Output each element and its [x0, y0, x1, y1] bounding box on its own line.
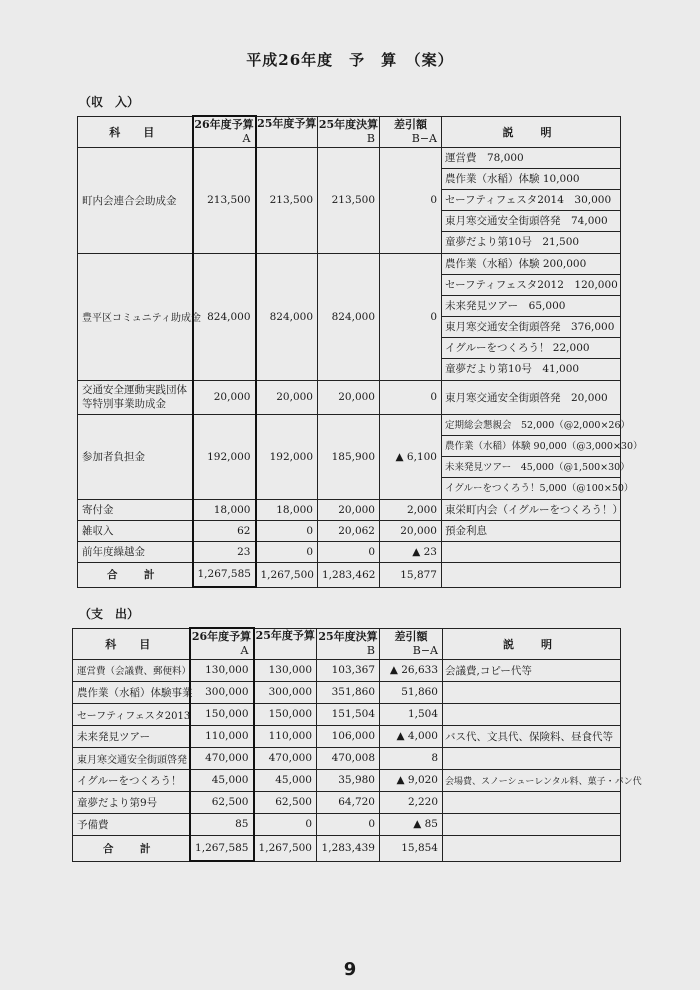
income-header-diff-title: 差引額 — [394, 117, 427, 131]
expense-item: イグルーをつくろう！ — [73, 769, 190, 791]
income-b: 213,500 — [318, 147, 380, 253]
income-b: 185,900 — [318, 414, 380, 499]
expense-row — [73, 769, 621, 791]
income-row — [78, 380, 621, 414]
expense-header-a-title: 26年度予算 — [191, 629, 252, 643]
expense-row — [73, 791, 621, 813]
expense-desc: バス代、文具代、保険料、昼食代等 — [443, 725, 621, 747]
expense-a: 150,000 — [190, 703, 254, 725]
income-header-b-sub: B — [366, 131, 375, 145]
expense-header-diff-title: 差引額 — [394, 629, 428, 643]
expense-diff: ▲ 4,000 — [380, 725, 443, 747]
income-header-a — [193, 116, 256, 147]
income-row — [78, 520, 621, 541]
income-header-b-title: 25年度決算 — [318, 117, 379, 131]
income-row — [78, 253, 621, 380]
income-diff: 2,000 — [380, 499, 442, 520]
expense-desc — [443, 747, 621, 769]
expense-row — [73, 659, 621, 681]
income-total-prev: 1,267,500 — [256, 562, 318, 587]
income-desc-line: イグルーをつくろう！5,000（@100×50） — [445, 482, 634, 494]
expense-header-desc: 説 明 — [443, 628, 621, 659]
expense-section-label: （支 出） — [79, 607, 140, 621]
income-b: 0 — [318, 541, 380, 562]
income-header-prev: 25年度予算 — [256, 116, 318, 147]
income-a: 18,000 — [193, 499, 256, 520]
income-header-diff-sub: B−A — [411, 131, 437, 145]
expense-a: 62,500 — [190, 791, 254, 813]
expense-desc — [443, 791, 621, 813]
income-item: 豊平区コミュニティ助成金 — [78, 253, 193, 380]
income-a: 213,500 — [193, 147, 256, 253]
income-prev: 213,500 — [256, 147, 318, 253]
expense-prev: 130,000 — [254, 659, 317, 681]
expense-b: 64,720 — [317, 791, 380, 813]
income-row — [78, 414, 621, 499]
expense-total-b: 1,283,439 — [317, 835, 380, 861]
income-a: 20,000 — [193, 380, 256, 414]
expense-row — [73, 725, 621, 747]
income-desc-line: 定期総会懇親会 52,000（@2,000×26） — [442, 415, 620, 436]
expense-prev: 0 — [254, 813, 317, 835]
expense-b: 106,000 — [317, 725, 380, 747]
expense-item: 運営費（会議費、郵便料） — [73, 659, 190, 681]
income-b: 824,000 — [318, 253, 380, 380]
expense-diff: 8 — [380, 747, 443, 769]
income-diff: 0 — [380, 147, 442, 253]
income-b: 20,062 — [318, 520, 380, 541]
expense-a: 110,000 — [190, 725, 254, 747]
expense-table — [72, 627, 642, 862]
expense-diff: 51,860 — [380, 681, 443, 703]
expense-item: セーフティフェスタ2013 — [73, 703, 190, 725]
income-prev: 0 — [256, 520, 318, 541]
expense-item: 未来発見ツアー — [73, 725, 190, 747]
income-header-a-title: 26年度予算 — [194, 117, 254, 131]
income-total-b: 1,283,462 — [318, 562, 380, 587]
expense-b: 103,367 — [317, 659, 380, 681]
expense-header-b — [317, 628, 380, 659]
expense-a: 300,000 — [190, 681, 254, 703]
expense-header-diff — [380, 628, 443, 659]
income-a: 23 — [193, 541, 256, 562]
income-item: 参加者負担金 — [78, 414, 193, 499]
expense-item: 童夢だより第9号 — [73, 791, 190, 813]
expense-diff: ▲ 9,020 — [380, 769, 443, 791]
expense-diff: 1,504 — [380, 703, 443, 725]
income-prev: 824,000 — [256, 253, 318, 380]
expense-prev: 470,000 — [254, 747, 317, 769]
expense-header-a — [190, 628, 254, 659]
income-diff: ▲ 6,100 — [380, 414, 442, 499]
expense-total-desc — [443, 835, 621, 861]
income-desc: 預金利息 — [442, 520, 621, 541]
income-desc-line: セーフティフェスタ2014 30,000 — [442, 190, 620, 211]
expense-item: 農作業（水稲）体験事業 — [73, 681, 190, 703]
income-desc-line: 東月寒交通安全街頭啓発 376,000 — [442, 317, 620, 338]
income-desc: 東栄町内会（イグルーをつくろう！） — [442, 499, 621, 520]
income-item: 交通安全運動実践団体等特別事業助成金 — [78, 380, 193, 414]
income-header-a-sub: A — [242, 131, 251, 145]
expense-a: 130,000 — [190, 659, 254, 681]
income-diff: ▲ 23 — [380, 541, 442, 562]
expense-prev: 45,000 — [254, 769, 317, 791]
income-desc-line: イグルーをつくろう！ 22,000 — [442, 338, 620, 359]
income-total-row — [78, 562, 621, 587]
expense-desc — [443, 813, 621, 835]
income-desc-line: セーフティフェスタ2012 120,000 — [442, 275, 620, 296]
expense-header-diff-sub: B−A — [412, 643, 438, 657]
income-b: 20,000 — [318, 499, 380, 520]
income-desc — [442, 414, 643, 499]
expense-total-diff: 15,854 — [380, 835, 443, 861]
income-desc-line: 農作業（水稲）体験 200,000 — [442, 254, 620, 275]
income-row — [78, 499, 621, 520]
expense-desc: 会場費、スノーシューレンタル料、菓子・パン代 — [443, 769, 621, 791]
income-header-item: 科 目 — [78, 116, 193, 147]
income-table — [77, 115, 643, 588]
expense-desc — [443, 703, 621, 725]
expense-row — [73, 813, 621, 835]
expense-b: 0 — [317, 813, 380, 835]
income-row — [78, 147, 621, 253]
expense-a: 45,000 — [190, 769, 254, 791]
expense-item: 予備費 — [73, 813, 190, 835]
expense-header-item: 科 目 — [73, 628, 190, 659]
income-total-label: 合 計 — [78, 562, 193, 587]
expense-diff: ▲ 85 — [380, 813, 443, 835]
expense-a: 85 — [190, 813, 254, 835]
document-title: 平成26年度 予 算 （案） — [246, 51, 454, 69]
income-a: 192,000 — [193, 414, 256, 499]
income-desc-line: 農作業（水稲）体験 90,000（@3,000×30） — [442, 436, 620, 457]
page-number: 9 — [343, 959, 357, 980]
expense-b: 470,008 — [317, 747, 380, 769]
expense-desc: 会議費,コピー代等 — [443, 659, 621, 681]
income-header-b — [318, 116, 380, 147]
income-prev: 192,000 — [256, 414, 318, 499]
expense-desc — [443, 681, 621, 703]
income-diff: 20,000 — [380, 520, 442, 541]
income-a: 824,000 — [193, 253, 256, 380]
income-row — [78, 541, 621, 562]
income-desc-line: 東月寒交通安全街頭啓発 74,000 — [442, 211, 620, 232]
income-item: 雑収入 — [78, 520, 193, 541]
expense-total-row — [73, 835, 621, 861]
expense-b: 151,504 — [317, 703, 380, 725]
income-a: 62 — [193, 520, 256, 541]
expense-header-b-sub: B — [366, 643, 375, 657]
expense-diff: 2,220 — [380, 791, 443, 813]
income-desc — [442, 541, 621, 562]
income-total-a: 1,267,585 — [193, 562, 256, 587]
expense-prev: 110,000 — [254, 725, 317, 747]
income-desc-line: 運営費 78,000 — [442, 148, 620, 169]
income-desc-line: 未来発見ツアー 45,000（@1,500×30） — [442, 457, 620, 478]
expense-header-b-title: 25年度決算 — [318, 629, 378, 643]
expense-prev: 62,500 — [254, 791, 317, 813]
income-item: 前年度繰越金 — [78, 541, 193, 562]
expense-header-a-sub: A — [240, 643, 249, 657]
expense-prev: 150,000 — [254, 703, 317, 725]
income-desc-line: 農作業（水稲）体験 10,000 — [442, 169, 620, 190]
expense-diff: ▲ 26,633 — [380, 659, 443, 681]
income-desc: 東月寒交通安全街頭啓発 20,000 — [442, 380, 621, 414]
income-header-diff — [380, 116, 442, 147]
income-header-desc: 説 明 — [442, 116, 621, 147]
expense-prev: 300,000 — [254, 681, 317, 703]
income-desc — [442, 253, 621, 380]
income-header-row — [78, 116, 621, 147]
expense-row — [73, 747, 621, 769]
income-item: 寄付金 — [78, 499, 193, 520]
income-diff: 0 — [380, 253, 442, 380]
income-desc-line: 童夢だより第10号 41,000 — [445, 362, 580, 375]
income-prev: 20,000 — [256, 380, 318, 414]
expense-total-a: 1,267,585 — [190, 835, 254, 861]
expense-row — [73, 681, 621, 703]
income-item: 町内会連合会助成金 — [78, 147, 193, 253]
expense-b: 35,980 — [317, 769, 380, 791]
income-desc-line: 未来発見ツアー 65,000 — [442, 296, 620, 317]
expense-b: 351,860 — [317, 681, 380, 703]
income-desc — [442, 147, 621, 253]
income-diff: 0 — [380, 380, 442, 414]
income-section-label: （収 入） — [79, 95, 140, 109]
income-total-diff: 15,877 — [380, 562, 442, 587]
income-desc-line: 童夢だより第10号 21,500 — [445, 235, 580, 248]
income-total-desc — [442, 562, 621, 587]
expense-header-prev: 25年度予算 — [254, 628, 317, 659]
income-prev: 18,000 — [256, 499, 318, 520]
income-b: 20,000 — [318, 380, 380, 414]
expense-header-row — [73, 628, 621, 659]
expense-item: 東月寒交通安全街頭啓発 — [73, 747, 190, 769]
expense-a: 470,000 — [190, 747, 254, 769]
expense-row — [73, 703, 621, 725]
expense-total-label: 合 計 — [73, 835, 190, 861]
expense-total-prev: 1,267,500 — [254, 835, 317, 861]
income-prev: 0 — [256, 541, 318, 562]
